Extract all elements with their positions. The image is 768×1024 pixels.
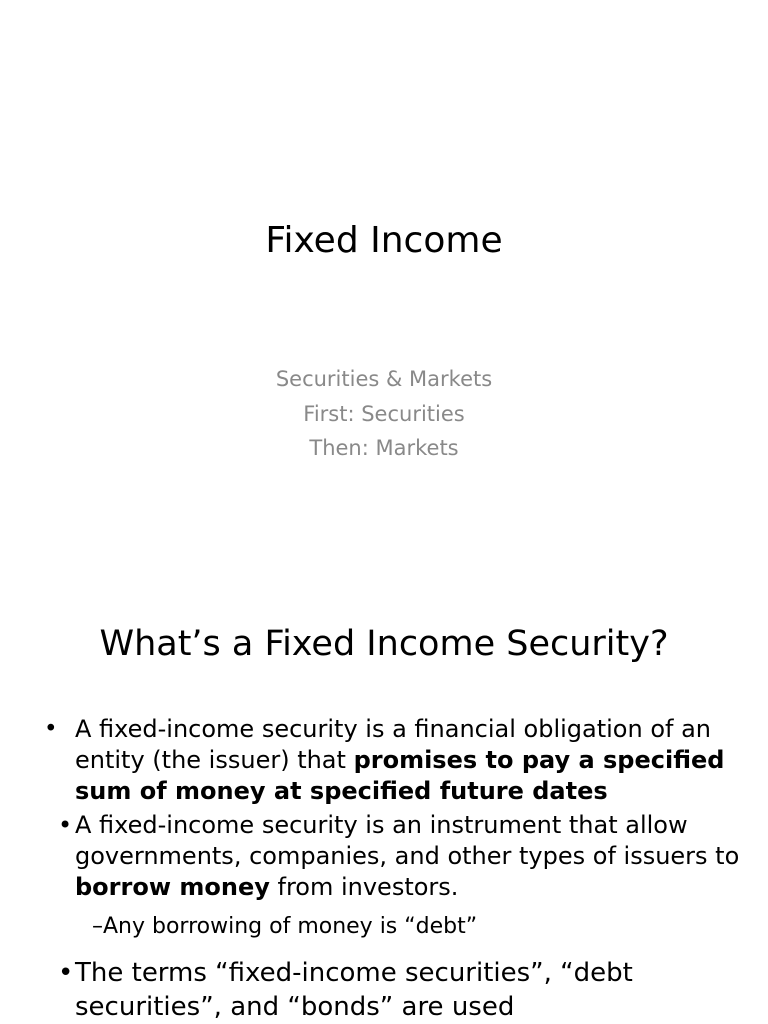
sub-bullet-marker: – <box>92 914 103 939</box>
subtitle-line: Securities & Markets <box>275 367 493 391</box>
sub-bullet-text: Any borrowing of money is “debt” <box>103 914 478 939</box>
subtitle-line: First: Securities <box>303 401 465 426</box>
bullet-marker: • <box>58 811 73 839</box>
bullet-text-regular: A fixed-income security is an instrument that allow governments, companies, and other types of issuers to <box>75 811 740 870</box>
bullet-item <box>58 810 748 903</box>
bullet-item <box>58 956 758 1024</box>
slide-title: Fixed Income <box>265 220 503 261</box>
bullet-text-bold: borrow money <box>75 873 270 901</box>
sub-bullet-item <box>92 912 477 942</box>
bullet-text-bold: promises to pay a specified sum of money at specified future dates <box>75 746 725 805</box>
content-slide <box>0 590 768 1024</box>
bullet-marker: • <box>44 716 58 742</box>
bullet-marker: • <box>58 958 74 988</box>
bullet-text-regular: from investors. <box>269 873 459 901</box>
bullet-text <box>75 714 734 807</box>
bullet-item <box>44 714 734 807</box>
bullet-text <box>75 810 748 903</box>
subtitle-line: Then: Markets <box>309 436 459 460</box>
slide-subtitle <box>0 362 768 466</box>
bullet-text-regular: A fixed-income security is a financial obligation of an entity (the issuer) that <box>75 715 711 774</box>
slide-heading: What’s a Fixed Income Security? <box>99 624 669 664</box>
bullet-text: The terms “fixed-income securities”, “debt securities”, and “bonds” are used <box>75 958 633 1022</box>
